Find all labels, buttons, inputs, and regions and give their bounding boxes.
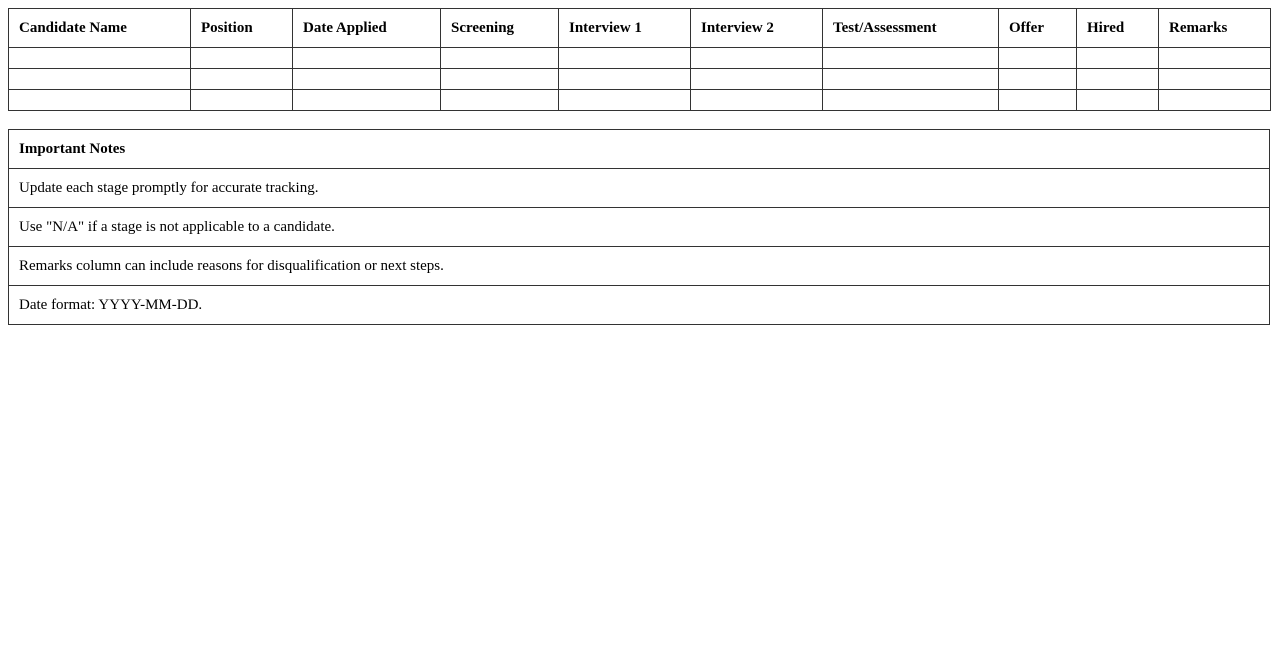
table-cell[interactable] (999, 48, 1077, 69)
list-item (9, 169, 1270, 208)
table-cell[interactable] (191, 90, 293, 111)
list-item (9, 208, 1270, 247)
table-cell[interactable] (441, 48, 559, 69)
table-cell[interactable] (9, 90, 191, 111)
list-item (9, 247, 1270, 286)
note-text: Date format: YYYY-MM-DD. (9, 286, 1270, 325)
table-cell[interactable] (191, 48, 293, 69)
header-position: Position (191, 9, 293, 48)
table-cell[interactable] (441, 90, 559, 111)
table-row (9, 90, 1271, 111)
table-cell[interactable] (823, 90, 999, 111)
table-cell[interactable] (1077, 48, 1159, 69)
header-interview-1: Interview 1 (559, 9, 691, 48)
list-item (9, 286, 1270, 325)
header-interview-2: Interview 2 (691, 9, 823, 48)
table-cell[interactable] (1159, 48, 1271, 69)
candidate-tracker-table (8, 8, 1271, 111)
table-cell[interactable] (1077, 69, 1159, 90)
header-offer: Offer (999, 9, 1077, 48)
table-cell[interactable] (559, 48, 691, 69)
table-cell[interactable] (293, 90, 441, 111)
table-cell[interactable] (823, 48, 999, 69)
table-cell[interactable] (1159, 69, 1271, 90)
table-cell[interactable] (1077, 90, 1159, 111)
header-hired: Hired (1077, 9, 1159, 48)
note-text: Update each stage promptly for accurate tracking. (9, 169, 1270, 208)
table-cell[interactable] (441, 69, 559, 90)
table-cell[interactable] (559, 69, 691, 90)
table-cell[interactable] (691, 48, 823, 69)
table-cell[interactable] (9, 69, 191, 90)
table-cell[interactable] (823, 69, 999, 90)
table-cell[interactable] (691, 69, 823, 90)
notes-title: Important Notes (9, 130, 1270, 169)
table-cell[interactable] (293, 48, 441, 69)
note-text: Use "N/A" if a stage is not applicable to a candidate. (9, 208, 1270, 247)
table-cell[interactable] (293, 69, 441, 90)
table-header-row (9, 9, 1271, 48)
table-cell[interactable] (999, 69, 1077, 90)
header-remarks: Remarks (1159, 9, 1271, 48)
table-cell[interactable] (999, 90, 1077, 111)
table-cell[interactable] (691, 90, 823, 111)
table-cell[interactable] (559, 90, 691, 111)
table-cell[interactable] (1159, 90, 1271, 111)
notes-header-row (9, 130, 1270, 169)
header-test-assessment: Test/Assessment (823, 9, 999, 48)
table-row (9, 48, 1271, 69)
table-cell[interactable] (191, 69, 293, 90)
note-text: Remarks column can include reasons for disqualification or next steps. (9, 247, 1270, 286)
table-row (9, 69, 1271, 90)
header-candidate-name: Candidate Name (9, 9, 191, 48)
document (8, 8, 1270, 325)
important-notes-table (8, 129, 1270, 325)
header-date-applied: Date Applied (293, 9, 441, 48)
header-screening: Screening (441, 9, 559, 48)
table-cell[interactable] (9, 48, 191, 69)
